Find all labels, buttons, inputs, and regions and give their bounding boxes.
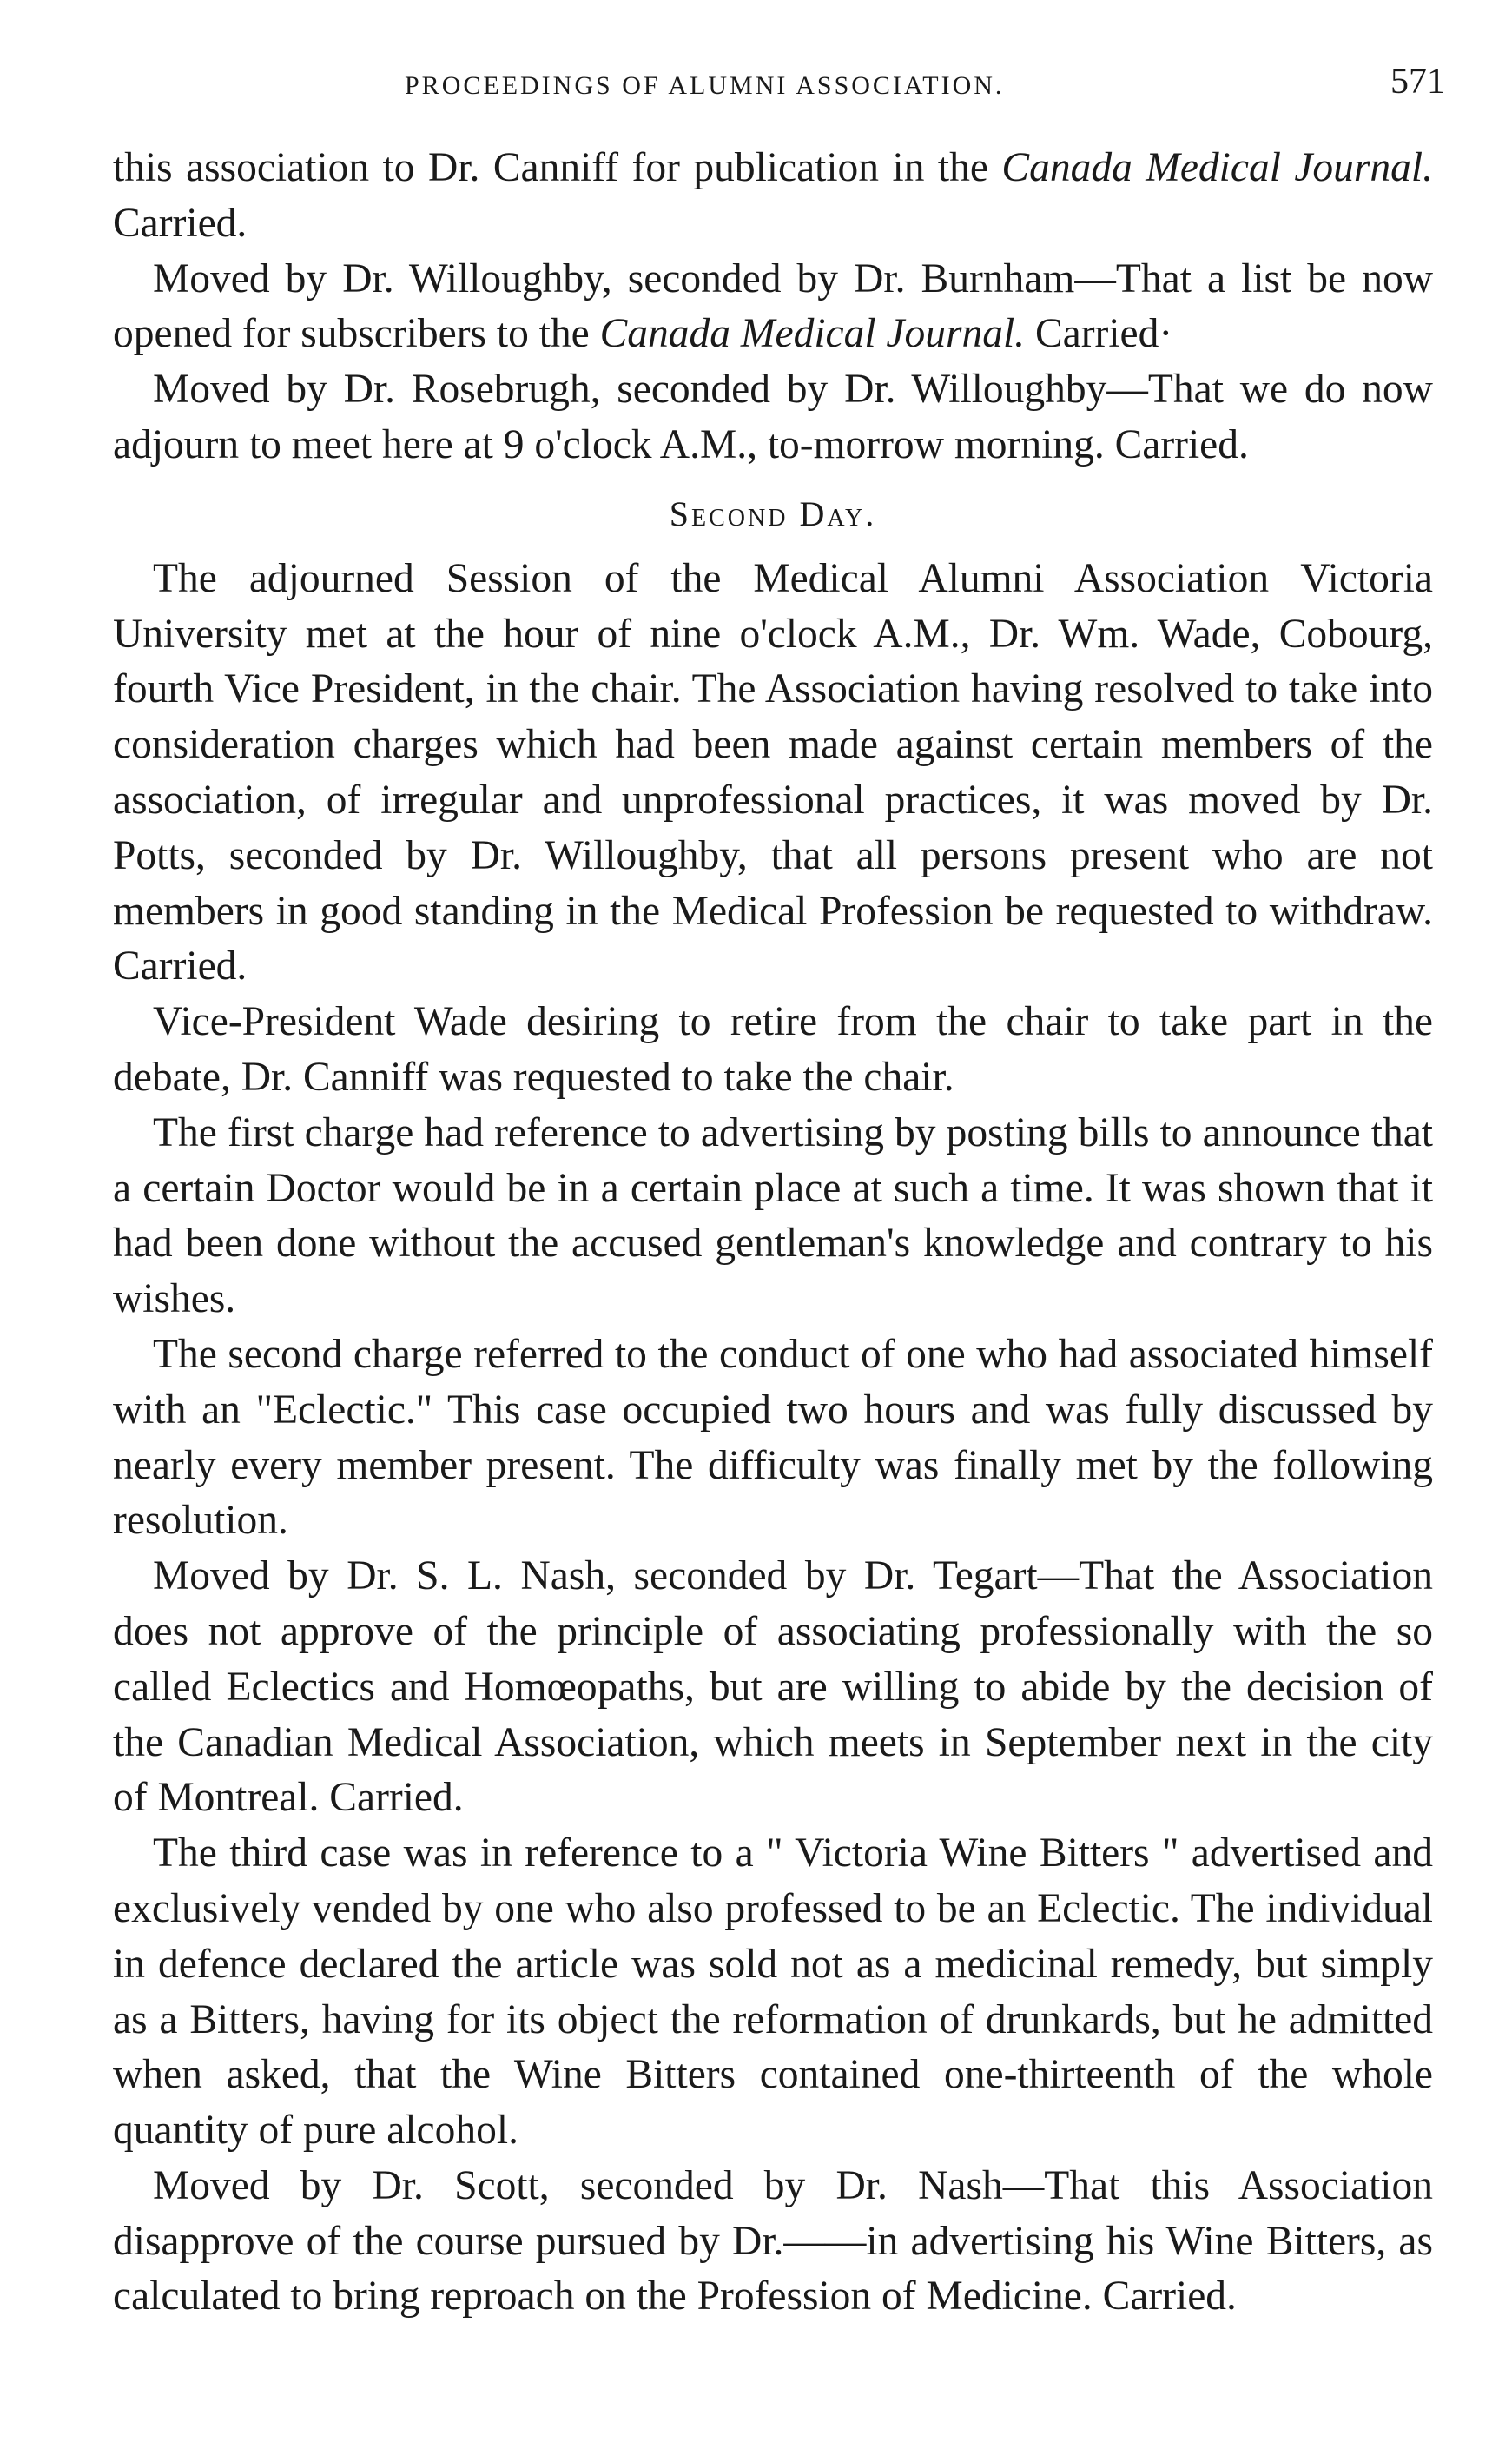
paragraph-motion-wine-bitters: Moved by Dr. Scott, seconded by Dr. Nash—That this Association disapprove of the course pursued by Dr.——in advertising his Wine Bitters, as calculated to bring reproach on the Profession of Medicine. Carried. (113, 2162, 1433, 2320)
text-span: Carried· (1025, 311, 1173, 357)
journal-title: Canada Medical Journal. (1001, 145, 1433, 190)
paragraph-session: The adjourned Session of the Medical Alumni Association Victoria University met at the hour of nine o'clock A.M., Dr. Wm. Wade, Cobourg, fourth Vice President, in the chair. The Association having resolved to take into consideration charges which had been made against certain members of the association, of irregular and unprofessional practices, it was moved by Dr. Potts, seconded by Dr. Willoughby, that all persons present who are not members in good standing in the Medical Profession be requested to withdraw. Carried. (113, 555, 1433, 990)
paragraph-second-charge: The second charge referred to the conduct of one who had associated himself with an "Eclectic." This case occupied two hours and was fully discussed by nearly every member present. The difficulty was finally met by the following resolution. (113, 1331, 1433, 1544)
paragraph-motion-adjourn (113, 362, 1433, 473)
paragraph-vice-president: Vice-President Wade desiring to retire from the chair to take part in the debate, Dr. Canniff was requested to take the chair. (113, 999, 1433, 1100)
page-number: 571 (1390, 62, 1445, 102)
text-span: this association to Dr. Canniff for publication in the (113, 145, 1002, 190)
text-span: Carried. (113, 200, 248, 246)
text-span: Moved by Dr. Willoughby, seconded by Dr. Burnham—That a list be now opened for subscribers to the (113, 255, 1433, 357)
journal-title: Canada Medical Journal. (599, 311, 1026, 357)
running-head (113, 61, 1445, 122)
paragraph-third-case: The third case was in reference to a " Victoria Wine Bitters " advertised and exclusively vended by one who also professed to be an Eclectic. The individual in defence declared the article was sold not as a medicinal remedy, but simply as a Bitters, having for its object the reformation of drunkards, but he admitted when asked, that the Wine Bitters contained one-thirteenth of the whole quantity of pure alcohol. (113, 1830, 1433, 2154)
text-span: Moved by Dr. Rosebrugh, seconded by Dr. Willoughby—That we do now adjourn to meet here at 9 o'clock A.M., to-morrow morning. Carried. (113, 367, 1433, 467)
paragraph-journal-publication (113, 141, 1433, 252)
paragraph-motion-subscribers (113, 252, 1433, 363)
paragraph-first-charge: The first charge had reference to advertising by posting bills to announce that a certain Doctor would be in a certain place at such a time. It was shown that it had been done without the accused gentleman's knowledge and contrary to his wishes. (113, 1109, 1433, 1322)
paragraph-motion-eclectics: Moved by Dr. S. L. Nash, seconded by Dr. Tegart—That the Association does not approve of the principle of associating professionally with the so called Eclectics and Homœopaths, but are willing to abide by the decision of the Canadian Medical Association, which meets in September next in the city of Montreal. Carried. (113, 1553, 1433, 1821)
document-page (113, 61, 1445, 2325)
section-heading: Second Day. (669, 493, 877, 533)
running-title: PROCEEDINGS OF ALUMNI ASSOCIATION. (405, 71, 1005, 100)
